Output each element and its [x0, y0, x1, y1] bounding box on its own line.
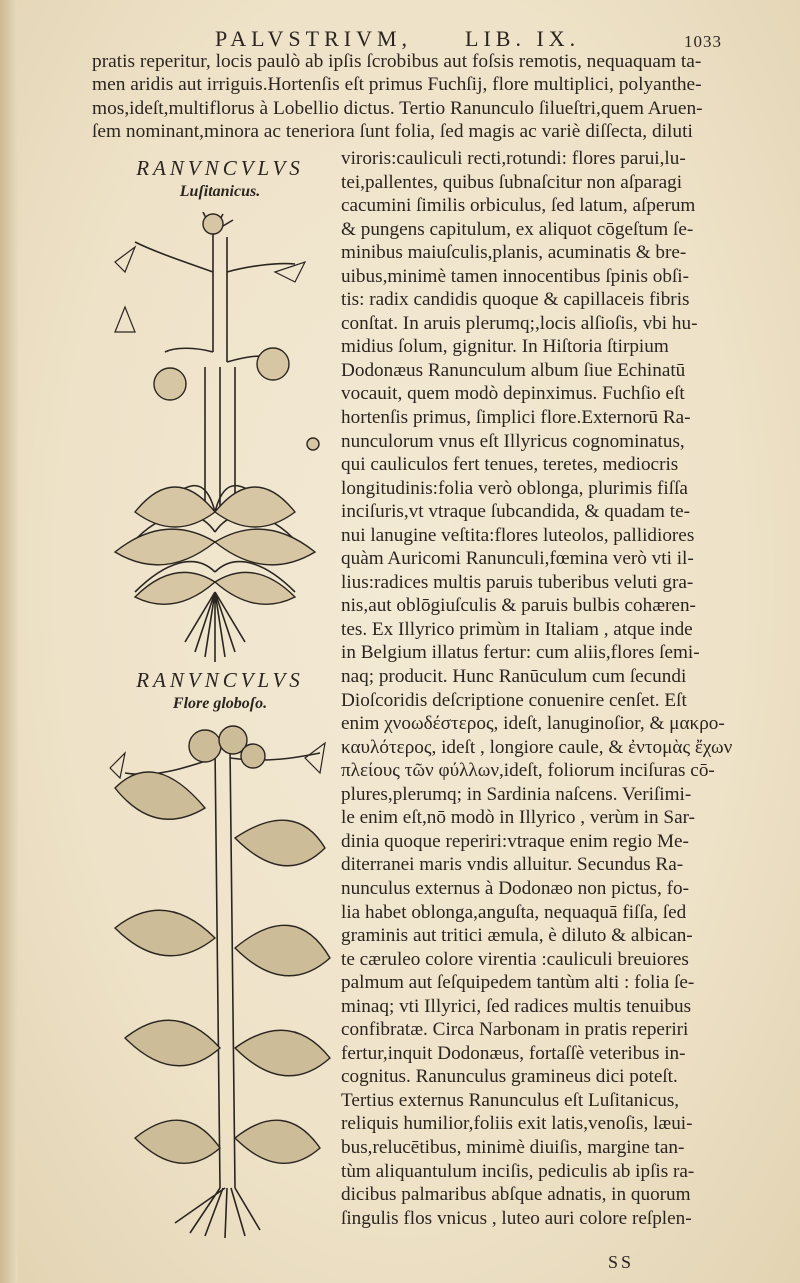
text-line: pratis reperitur, locis paulò ab ipſis ſcrobibus aut foſsis remotis, nequaquam ta-: [92, 51, 702, 72]
text-line: confibratæ. Circa Narbonam in pratis reperiri: [341, 1019, 689, 1041]
figure-caption-2: [110, 668, 330, 713]
text-line: le enim eſt,nō modò in Illyrico , verùm in Sar-: [341, 807, 695, 829]
text-line: & pungens capitulum, ex aliquot cōgeſtum ſe-: [341, 218, 694, 240]
text-line: men aridis aut irriguis.Hortenſis eſt primus Fuchſij, flore multiplici, polyanthe-: [92, 74, 702, 96]
text-line: uibus,minimè tamen innocentibus ſpinis obſi-: [341, 265, 690, 287]
text-line: cacumini ſimilis orbiculus, ſed latum, aſperum: [341, 195, 696, 217]
text-line: longitudinis:folia verò oblonga, plurimis fiſſa: [341, 477, 688, 499]
text-line: lia habet oblonga,anguſta, nequaquā fiſſa, ſed: [341, 901, 687, 923]
text-line: dinia quoque reperiri:vtraque enim regio Me-: [341, 830, 689, 852]
text-line: nis,aut oblōgiuſculis & paruis bulbis cohæren-: [341, 595, 696, 617]
text-line: tes. Ex Illyrico primùm in Italiam , atque inde: [341, 618, 693, 640]
page-spine-shadow: [0, 0, 18, 1283]
text-line: quàm Auricomi Ranunculi,fœmina verò vti il-: [341, 548, 694, 570]
header-title: PALVSTRIVM,: [215, 26, 413, 51]
header-book: LIB. IX.: [465, 26, 581, 51]
running-header: [0, 22, 800, 52]
text-line: dicibus palmaribus abſque adnatis, in quorum: [341, 1184, 691, 1206]
text-line: diterranei maris vndis alluitur. Secundus Ra-: [341, 854, 684, 876]
signature-mark: SS: [608, 1252, 635, 1272]
text-line: inciſuris,vt vtraque ſubcandida, & quadam te-: [341, 501, 691, 523]
text-line: te cæruleo colore virentia :cauliculi breuiores: [341, 948, 689, 970]
text-line: graminis aut tritici æmula, è diluto & albican-: [341, 925, 693, 947]
text-line: lius:radices multis paruis tuberibus veluti gra-: [341, 571, 694, 593]
right-column-text: [341, 147, 741, 1230]
text-line: viroris:cauliculi recti,rotundi: flores parui,lu-: [341, 148, 686, 169]
text-line: ſem nominant,minora ac teneriora ſunt folia, ſed magis ac variè diſſecta, diluti: [92, 121, 693, 143]
text-line: palmum aut ſeſquipedem tantùm alti : folia ſe-: [341, 972, 695, 994]
page-number: 1033: [684, 32, 722, 51]
text-line: Tertius externus Ranunculus eſt Luſitanicus,: [341, 1089, 680, 1111]
full-width-text: [92, 50, 742, 144]
text-line: nui lanugine veſtita:flores luteolos, pallidiores: [341, 524, 695, 546]
text-line: mos,ideſt,multiflorus à Lobellio dictus. Tertio Ranunculo ſilueſtri,quem Aruen-: [92, 97, 703, 119]
figure-2-name: RANVNCVLVS: [136, 668, 304, 692]
text-line: καυλότερος, ideſt , longiore caule, & ἐντομὰς ἔχων: [341, 736, 733, 758]
text-line: πλείους τῶν φύλλων,ideſt, foliorum inciſuras cō-: [341, 760, 715, 782]
text-line: reliquis humilior,foliis exit latis,venoſis, læui-: [341, 1113, 693, 1135]
text-line: conſtat. In aruis plerumq;,locis alſioſis, vbi hu-: [341, 312, 698, 334]
text-line: midius ſolum, gignitur. In Hiſtoria ſtirpium: [341, 336, 669, 358]
text-line: cognitus. Ranunculus gramineus dici poteſt.: [341, 1066, 678, 1088]
ranunculus-flore-globoso-woodcut: [95, 718, 345, 1238]
text-line: plures,plerumq; in Sardinia naſcens. Veriſimi-: [341, 783, 692, 805]
text-line: vocauit, quem modò depinximus. Fuchſio eſt: [341, 383, 685, 405]
figure-caption-1: [110, 156, 330, 201]
text-line: Dodonæus Ranunculum album ſiue Echinatū: [341, 359, 686, 381]
text-line: nunculorum vnus eſt Illyricus cognominatus,: [341, 430, 685, 452]
text-line: qui cauliculos fert tenues, teretes, mediocris: [341, 454, 679, 476]
text-line: minibus maiuſculis,planis, acuminatis & bre-: [341, 242, 687, 264]
text-line: tùm aliquantulum inciſis, pediculis ab ipſis ra-: [341, 1160, 695, 1182]
text-line: Dioſcoridis deſcriptione conuenire cenſet. Eſt: [341, 689, 687, 711]
text-line: minaq; vti Illyrici, ſed radices multis tenuibus: [341, 995, 692, 1017]
figure-1-name: RANVNCVLVS: [136, 156, 304, 180]
text-line: fertur,inquit Dodonæus, fortaſſè veteribus in-: [341, 1042, 686, 1064]
text-line: bus,relucētibus, minimè diuiſis, margine tan-: [341, 1136, 685, 1158]
text-line: ſingulis flos vnicus , luteo auri colore reſplen-: [341, 1207, 692, 1229]
ranunculus-lusitanicus-woodcut: [95, 212, 335, 672]
text-line: hortenſis primus, ſimplici flore.Externorū Ra-: [341, 407, 691, 429]
figure-2-subtitle: Flore globoſo.: [172, 695, 268, 712]
text-line: nunculus externus à Dodonæo non pictus, fo-: [341, 877, 689, 899]
text-line: naq; producit. Hunc Ranūculum cum ſecundi: [341, 666, 687, 688]
text-line: in Belgium illatus fertur: cum aliis,flores ſemi-: [341, 642, 700, 664]
text-line: tis: radix candidis quoque & capillaceis fibris: [341, 289, 690, 311]
figure-1-subtitle: Luſitanicus.: [179, 183, 261, 200]
text-line: tei,pallentes, quibus ſubnaſcitur non aſparagi: [341, 171, 683, 193]
text-line: enim χνοωδέστερος, ideſt, lanuginoſior, & μακρο-: [341, 713, 725, 735]
